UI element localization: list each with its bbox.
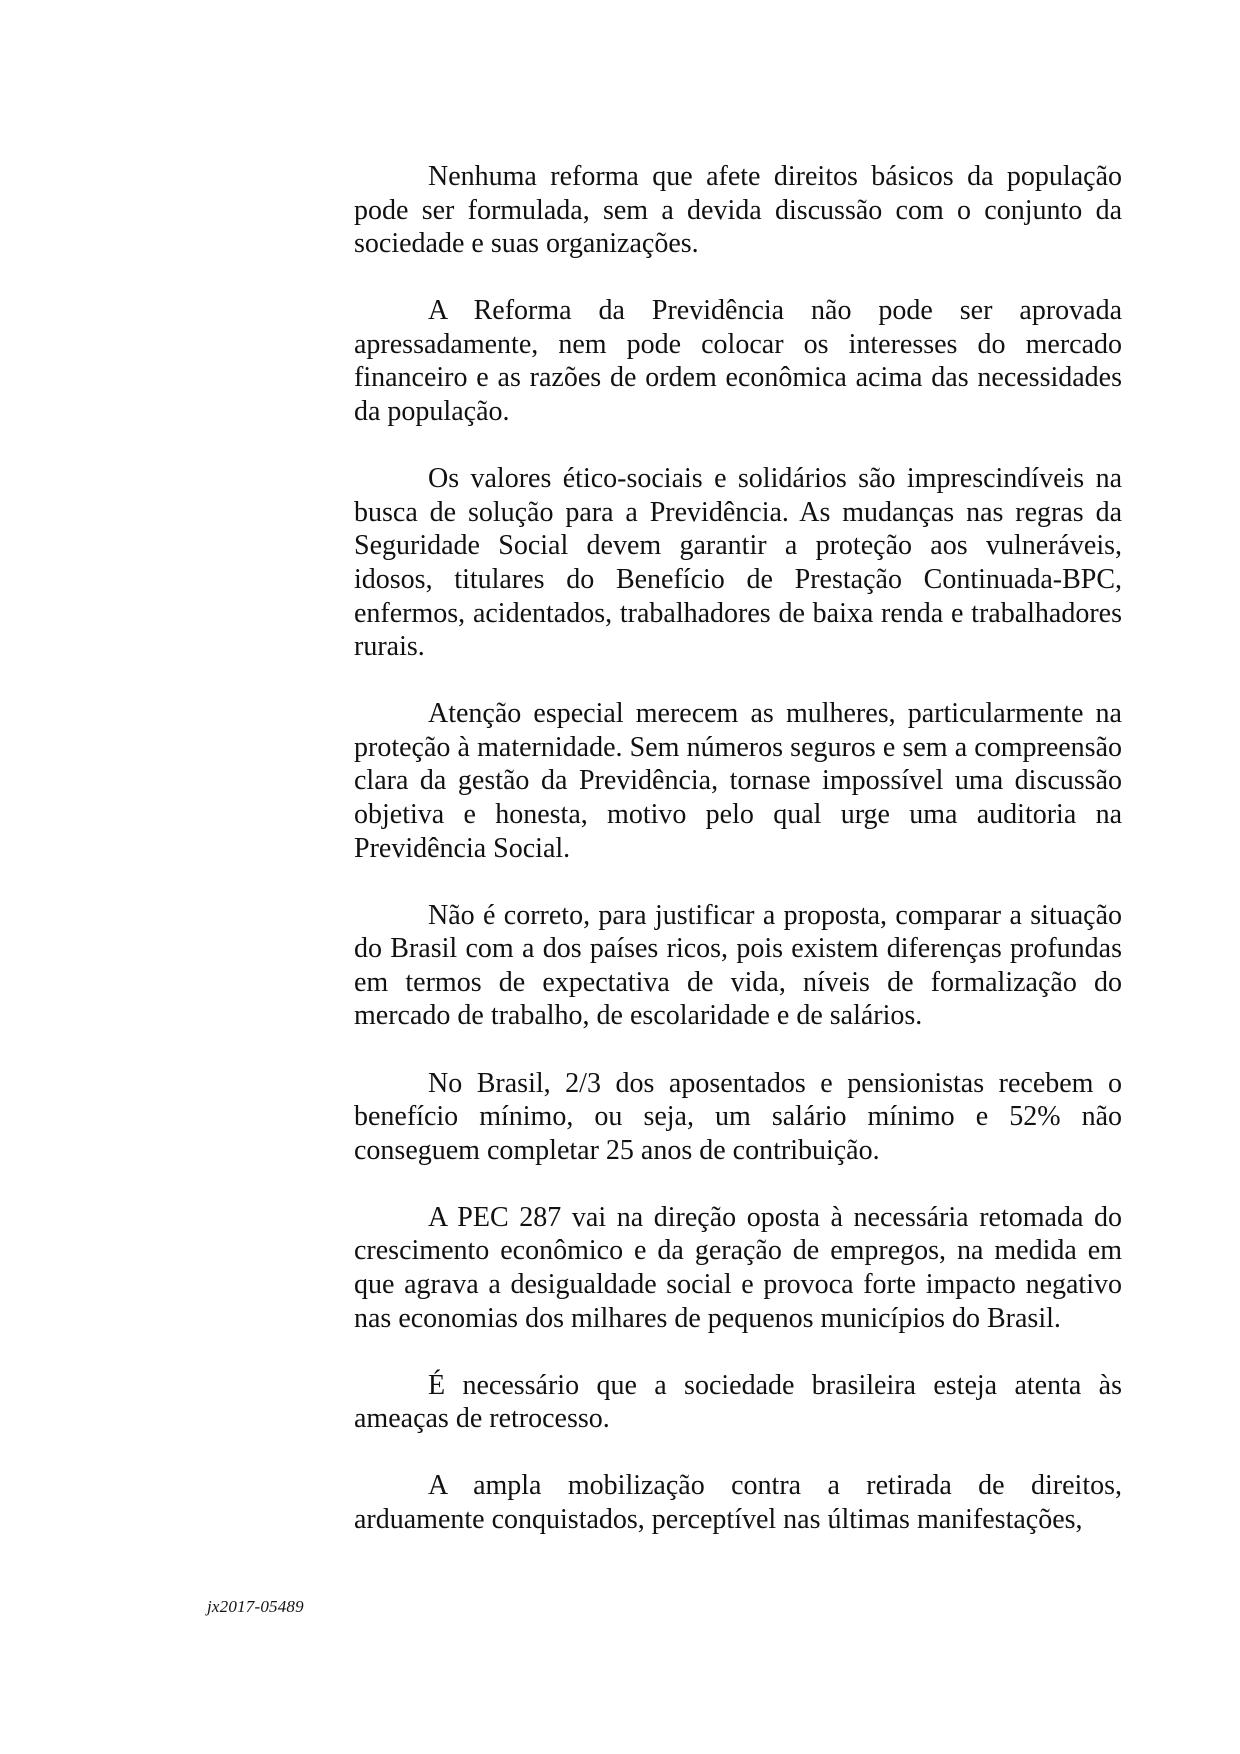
paragraph-8: É necessário que a sociedade brasileira esteja atenta às ameaças de retrocesso. — [354, 1369, 1122, 1435]
paragraph-4: Atenção especial merecem as mulheres, particularmente na proteção à maternidade. Sem números seguros e sem a compreensão clara da gestão da Previdência, tornase impossível uma discussão objetiva e honesta, motivo pelo qual urge uma auditoria na Previdência Social. — [354, 698, 1122, 864]
paragraph-1: Nenhuma reforma que afete direitos básicos da população pode ser formulada, sem a devida discussão com o conjunto da sociedade e suas organizações. — [354, 161, 1122, 260]
document-code: jx2017-05489 — [207, 1597, 304, 1616]
paragraph-7: A PEC 287 vai na direção oposta à necessária retomada do crescimento econômico e da geração de empregos, na medida em que agrava a desigualdade social e provoca forte impacto negativo nas economias dos milhares de pequenos municípios do Brasil. — [354, 1201, 1122, 1334]
paragraph-9: A ampla mobilização contra a retirada de direitos, arduamente conquistados, perceptível nas últimas manifestações, — [354, 1470, 1122, 1535]
paragraph-2: A Reforma da Previdência não pode ser aprovada apressadamente, nem pode colocar os interesses do mercado financeiro e as razões de ordem econômica acima das necessidades da população. — [354, 295, 1122, 428]
paragraph-3: Os valores ético-sociais e solidários são imprescindíveis na busca de solução para a Previdência. As mudanças nas regras da Seguridade Social devem garantir a proteção aos vulneráveis, idosos, titulares do Benefício de Prestação Continuada-BPC, enfermos, acidentados, trabalhadores de baixa renda e trabalhadores rurais. — [354, 463, 1122, 663]
paragraph-5: Não é correto, para justificar a proposta, comparar a situação do Brasil com a dos países ricos, pois existem diferenças profundas em termos de expectativa de vida, níveis de formalização do mercado de trabalho, de escolaridade e de salários. — [354, 899, 1122, 1032]
document-body — [354, 160, 1122, 1537]
paragraph-6: No Brasil, 2/3 dos aposentados e pensionistas recebem o benefício mínimo, ou seja, um salário mínimo e 52% não conseguem completar 25 anos de contribuição. — [354, 1067, 1122, 1166]
